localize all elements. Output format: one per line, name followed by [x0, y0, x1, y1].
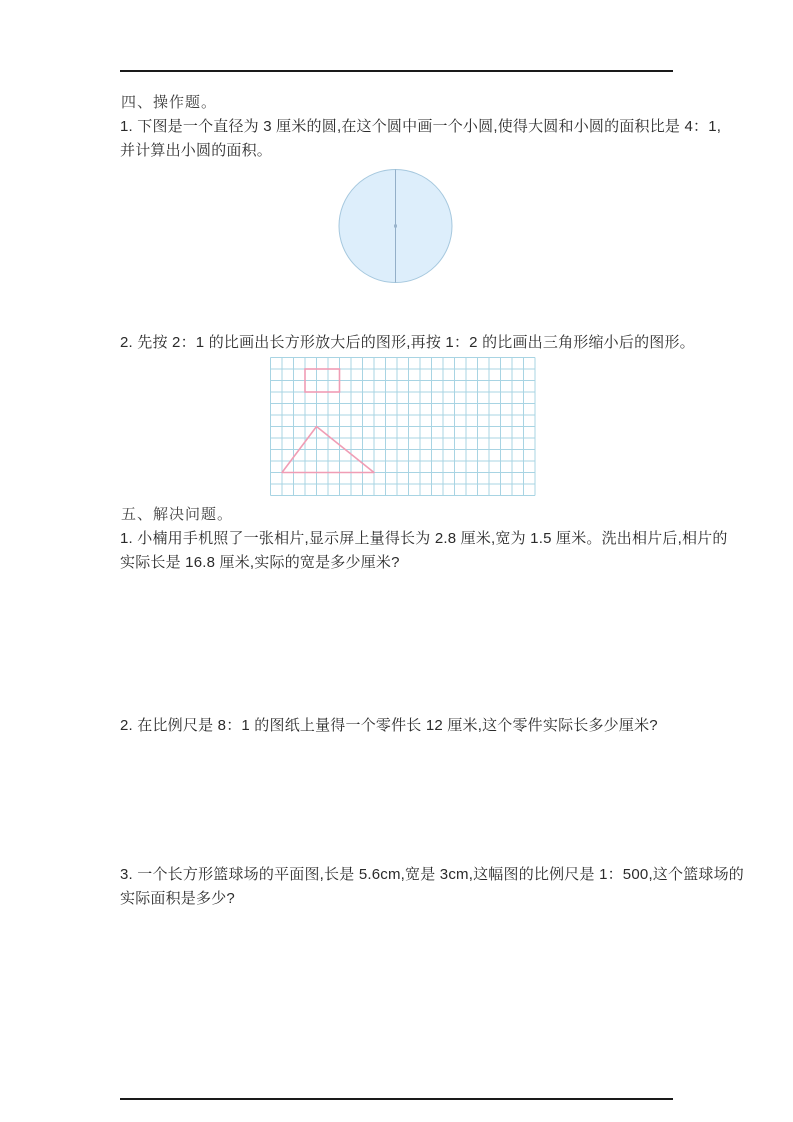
- problems-question-1: [120, 527, 728, 575]
- question-text-line: 2. 在比例尺是 8：1 的图纸上量得一个零件长 12 厘米,这个零件实际长多少厘米?: [120, 717, 658, 734]
- question-text-line: 3. 一个长方形篮球场的平面图,长是 5.6cm,宽是 3cm,这幅图的比例尺是 1：500,这个篮球场的: [120, 866, 745, 883]
- question-text-line: 2. 先按 2：1 的比画出长方形放大后的图形,再按 1：2 的比画出三角形缩小后的图形。: [120, 334, 695, 351]
- section-problems-heading: 五、解决问题。: [121, 507, 234, 523]
- bottom-rule: [120, 1098, 673, 1100]
- question-text-line: 实际长是 16.8 厘米,实际的宽是多少厘米?: [120, 554, 400, 571]
- problems-question-3: [120, 863, 745, 911]
- grid-figure: [270, 357, 536, 501]
- circle-center-dot: [394, 225, 397, 228]
- problems-question-2: [120, 714, 686, 738]
- question-text-line: 1. 小楠用手机照了一张相片,显示屏上量得长为 2.8 厘米,宽为 1.5 厘米。洗出相片后,相片的: [120, 530, 728, 547]
- operations-question-1: [120, 115, 722, 163]
- question-text-line: 并计算出小圆的面积。: [120, 142, 273, 159]
- operations-question-2: [120, 331, 695, 355]
- grid-lines: [271, 358, 536, 496]
- grid-svg: [270, 357, 536, 496]
- top-rule: [120, 70, 673, 72]
- question-text-line: 实际面积是多少?: [120, 890, 235, 907]
- question-text-line: 1. 下图是一个直径为 3 厘米的圆,在这个圆中画一个小圆,使得大圆和小圆的面积比是 4：1,: [120, 118, 722, 135]
- section-operations-heading: 四、操作题。: [121, 95, 218, 111]
- circle-figure: [338, 168, 453, 284]
